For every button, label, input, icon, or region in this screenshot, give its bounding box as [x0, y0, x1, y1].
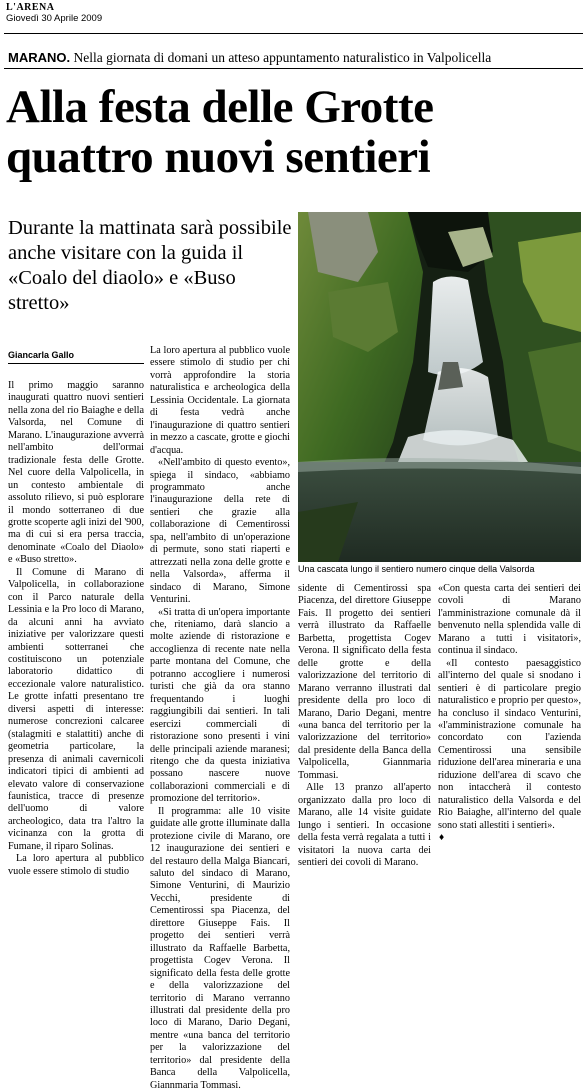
waterfall-illustration — [298, 212, 581, 562]
paragraph-6-continued: sidente di Cementirossi spa Piacenza, del direttore Giuseppe Fais. Il progetto dei sentieri verrà illustrato da Raffaelle Barbetta, progettista Cogev Verona. Il significato della festa delle grotte e della valorizzazione del territorio di Marano verranno illustrati dal presidente della pro loco di Marano, Dario Degani, mentre «una banca del territorio per la valorizzazione del territorio» dal presidente della Banca della Valpolicella, Giannmaria Tommasi. — [298, 583, 431, 781]
newspaper-name: L'ARENA — [6, 2, 55, 13]
masthead — [6, 2, 102, 24]
paragraph-4: «Nell'ambito di questo evento», spiega il sindaco, «abbiamo programmato anche l'inaugurazione della rete di sentieri che grazie alla collaborazione di Cementirossi spa, nell'ambito di un'operazione di permute, sono stati riaperti e attrezzati nella zona delle grotte e nella Valsorda», afferma il sindaco di Marano, Simone Venturini. — [150, 457, 290, 606]
kicker-place: MARANO. — [8, 50, 71, 65]
kicker-rule — [4, 68, 583, 69]
kicker-text: Nella giornata di domani un atteso appuntamento naturalistico in Valpolicella — [73, 50, 492, 65]
byline-rule — [8, 363, 144, 364]
kicker — [8, 50, 583, 66]
headline — [6, 82, 581, 182]
paragraph-9: «Il contesto paesaggistico all'interno del quale si snodano i sentieri è di particolare pregio naturalistico e proprio per questo», ha concluso il sindaco Venturini, «l'amministrazione comunale ha concordato con l'azienda Cementirossi una sensibile riduzione dell'area mineraria e una riduzione dell'area di scavo che non intaccherà il contesto naturalistico della Valsorda e del Rio Baiaghe, all'interno del quale sono stati allestiti i sentieri». — [438, 657, 581, 831]
paragraph-3: La loro apertura al pubblico vuole essere stimolo di studio per chi vorrà approfondire la storia naturalistica e archeologica della Lessinia Occidentale. La giornata di festa vedrà anche l'inaugurazione di quattro sentieri in mezzo a cascate, grotte e giochi d'acqua. — [150, 345, 291, 456]
paragraph-5: «Si tratta di un'opera importante che, riteniamo, darà slancio a molte aziende di ristorazione e accoglienza di recente nate nella parte montana del Comune, che potranno accogliere i numerosi turisti che già da ora stanno frequentando i luoghi raggiungibili dai sentieri. In tali esercizi commerciali di ristorazione sono presenti i vini delle principali aziende maranesi; ritengo che da questa iniziativa possano nascere nuove collaborazioni commerciali e di promozione del territorio». — [150, 606, 290, 805]
paragraph-1: Il primo maggio saranno inaugurati quattro nuovi sentieri nella zona del rio Baiaghe e della Valsorda, nel Comune di Marano. L'inaugurazione avverrà nell'ambito dell'ormai tradizionale festa delle Grotte. Nel cuore della Valpolicella, in un contesto ambientale di assoluto rilievo, si può esplorare il mondo sotterraneo di due grotte scoperte agli inizi del '900, ma di cui si era persa traccia, denominate «Coalo del Diaolo» e «Buso stretto». — [8, 380, 144, 566]
byline: Giancarla Gallo — [8, 350, 75, 360]
paragraph-3-start: La loro apertura al pubblico vuole essere stimolo di studio — [8, 853, 144, 877]
article-column-4 — [438, 583, 581, 842]
end-mark: ♦ — [438, 833, 446, 843]
paragraph-2: Il Comune di Marano di Valpolicella, in collaborazione con il Parco naturale della Lessinia e la Pro loco di Marano, da alcuni anni ha avviato iniziative per valorizzare questi ambienti sotterranei che costituiscono un potenziale laboratorio didattico di eccezionale valore naturalistico. Le grotte infatti presentano tre diversi aspetti di interesse: numerose concrezioni calcaree (stalagmiti e stalattiti) anche di geometria particolare, la presenza di animali cavernicoli indicatori tipici di ambienti ad elevato valore di conservazione faunistica, tracce di presenze dell'uomo di valore archeologico, data tra l'altro la vicinanza con la grotta di Fumane, il riparo Solinas. — [8, 566, 144, 852]
paragraph-6: Il programma: alle 10 visite guidate alle grotte illuminate dalla protezione civile di Marano, ore 12 inaugurazione dei sentieri e del restauro della Malga Biancari, saluto del sindaco di Marano, Simone Venturini, di Maurizio Vecchi, presidente di Cementirossi spa Piacenza, del direttore Giuseppe Fais. Il progetto dei sentieri verrà illustrato da Raffaelle Barbetta, progettista Cogev Verona. Il significato della festa delle grotte e della valorizzazione del territorio di Marano verranno illustrati dal presidente della pro loco di Marano, Dario Degani, mentre «una banca del territorio per la valorizzazione del territorio» dal presidente della Banca della Valpolicella, Giannmaria Tommasi. — [150, 805, 290, 1091]
publication-date: Giovedì 30 Aprile 2009 — [6, 13, 103, 24]
article-column-3 — [298, 583, 431, 868]
paragraph-7: Alle 13 pranzo all'aperto organizzato dalla pro loco di Marano, alle 14 visite guidate lungo i sentieri. In occasione della festa verrà regalata a tutti i visitatori la nuova carta dei sentieri dei covoli di Marano. — [298, 782, 431, 868]
photo-caption: Una cascata lungo il sentiero numero cinque della Valsorda — [298, 564, 535, 574]
article-column-1 — [8, 380, 144, 877]
paragraph-8: «Con questa carta dei sentieri dei covoli di Marano l'amministrazione comunale dà il benvenuto nella splendida valle di Marano a tutti i visitatori», continua il sindaco. — [438, 583, 581, 657]
headline-line-1: Alla festa delle Grotte — [6, 81, 434, 133]
header-rule — [4, 33, 583, 34]
headline-line-2: quattro nuovi sentieri — [6, 131, 431, 183]
waterfall-photo — [298, 212, 581, 562]
summary: Durante la mattinata sarà possibile anche visitare con la guida il «Coalo del diaolo» e «Buso stretto» — [8, 217, 292, 314]
article-column-2 — [150, 345, 291, 1091]
